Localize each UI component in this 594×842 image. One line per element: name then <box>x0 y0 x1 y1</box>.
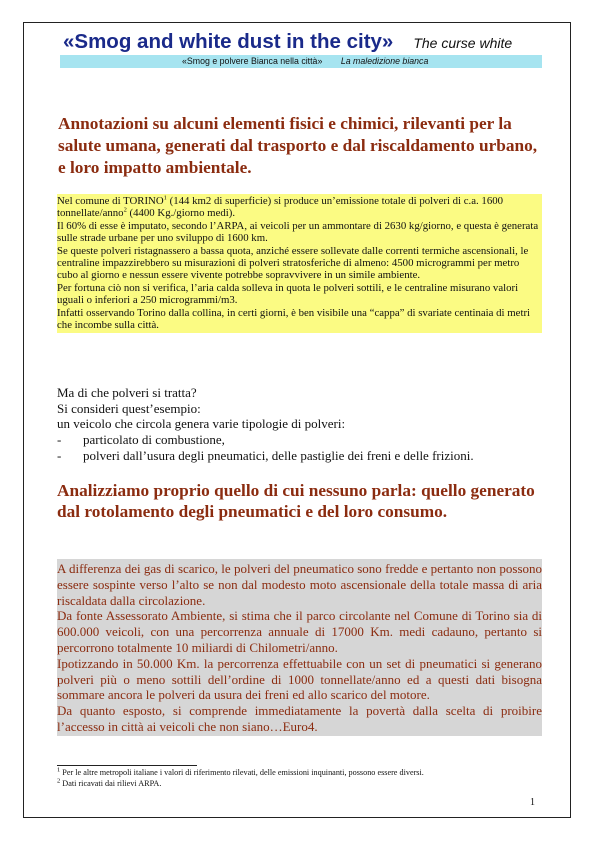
main-title: «Smog and white dust in the city» <box>63 30 394 53</box>
footnote-2-text: Dati ricavati dai rilievi ARPA. <box>60 778 162 788</box>
title-line <box>38 30 560 54</box>
highlighted-block-gray <box>57 559 542 736</box>
plain-line-3: un veicolo che circola genera varie tipologie di polveri: <box>57 416 346 432</box>
page-number: 1 <box>530 797 535 808</box>
footnote-2-number: 2 <box>57 776 61 784</box>
list-item: - polveri dall’usura degli pneumatici, delle pastiglie dei freni e delle frizioni. <box>57 448 547 464</box>
yellow-paragraph-3: Se queste polveri ristagnassero a bassa quota, anziché essere sollevate dalle correnti termiche ascensionali, le centraline impazzirebbero su misurazioni di polveri stratosferiche di almeno: 4500 microgrammi per metro cubo al giorno e nessun essere vivente potrebbe sopravvivere in un simile ambiente. <box>57 244 529 282</box>
yellow-p1-text-a: Nel comune di TORINO <box>57 195 164 207</box>
subtitle-banner <box>60 55 542 68</box>
subtitle-italian: «Smog e polvere Bianca nella città» <box>182 56 323 66</box>
yellow-paragraph-5: Infatti osservando Torino dalla collina, in certi giorni, è ben visibile una “cappa” di svariate centinaia di metri che incombe sulla città. <box>57 306 531 332</box>
yellow-paragraph-2: Il 60% di esse è imputato, secondo l’ARPA, ai veicoli per un ammontare di 2630 kg/giorno, e questa è generata sulle strade urbane per uno sviluppo di 1600 km. <box>57 219 539 245</box>
footnote-ref-2[interactable]: 2 <box>123 206 127 214</box>
plain-text-block <box>57 385 547 464</box>
gray-paragraph-2: Da fonte Assessorato Ambiente, si stima che il parco circolante nel Comune di Torino sia di 600.000 veicoli, con una percorrenza annuale di 17000 Km. medi cadauno, pertanto si percorrono totalmente 10 miliardi di Chilometri/anno. <box>57 608 542 655</box>
highlighted-block-yellow <box>57 194 542 333</box>
gray-paragraph-3: Ipotizzando in 50.000 Km. la percorrenza effettuabile con un set di pneumatici si generano polveri più o meno sottili dell’ordine di 1000 tonnellate/anno ed a questi dati bisogna sommare ancora le polveri da usura dei freni ed allo scarico del motore. <box>57 655 542 703</box>
yellow-paragraph-4: Per fortuna ciò non si verifica, l’aria calda solleva in quota le polveri sottili, e le centraline misurano valori uguali o inferiori a 250 microgrammi/m3. <box>57 281 519 307</box>
gray-paragraph-1: A differenza dei gas di scarico, le polveri del pneumatico sono fredde e pertanto non possono essere sospinte verso l’alto se non dal modesto moto ascensionale della totale massa di aria riscaldata dalla circolazione. <box>57 561 542 608</box>
yellow-paragraph-1 <box>57 195 542 220</box>
footnote-1-text: Per le altre metropoli italiane i valori di riferimento rilevati, delle emissioni inquinanti, possono essere diversi. <box>60 768 424 777</box>
dust-types-list <box>57 432 547 463</box>
gray-paragraph-4: Da quanto esposto, si comprende immediatamente la povertà dalla scelta di proibire l’accesso in città ai veicoli che non siano…Euro4. <box>57 703 542 734</box>
plain-line-2: Si consideri quest’esempio: <box>57 400 201 416</box>
footnote-1-number: 1 <box>57 766 61 774</box>
yellow-p1-text-b: (144 km2 di superficie) si produce un’emissione totale di polveri di c.a. 1600 tonnellate/anno <box>57 195 504 220</box>
footnote-separator <box>57 765 197 766</box>
footnote-2 <box>57 776 547 790</box>
document-header <box>38 30 560 68</box>
section-heading-1: Annotazioni su alcuni elementi fisici e chimici, rilevanti per la salute umana, generati dal trasporto e dal riscaldamento urbano, e loro impatto ambientale. <box>58 114 538 177</box>
main-title-subtitle: The curse white <box>413 35 513 51</box>
footnotes <box>57 768 547 789</box>
plain-line-1: Ma di che polveri si tratta? <box>57 385 197 400</box>
yellow-p1-text-c: (4400 Kg./giorno medi). <box>126 207 236 220</box>
list-item: - particolato di combustione, <box>57 432 547 448</box>
section-heading-2: Analizziamo proprio quello di cui nessuno parla: quello generato dal rotolamento degli pneumatici e del loro consumo. <box>57 481 535 521</box>
subtitle-italian-curse: La maledizione bianca <box>340 56 429 66</box>
footnote-ref-1[interactable]: 1 <box>163 194 167 202</box>
footnote-1 <box>57 768 547 779</box>
